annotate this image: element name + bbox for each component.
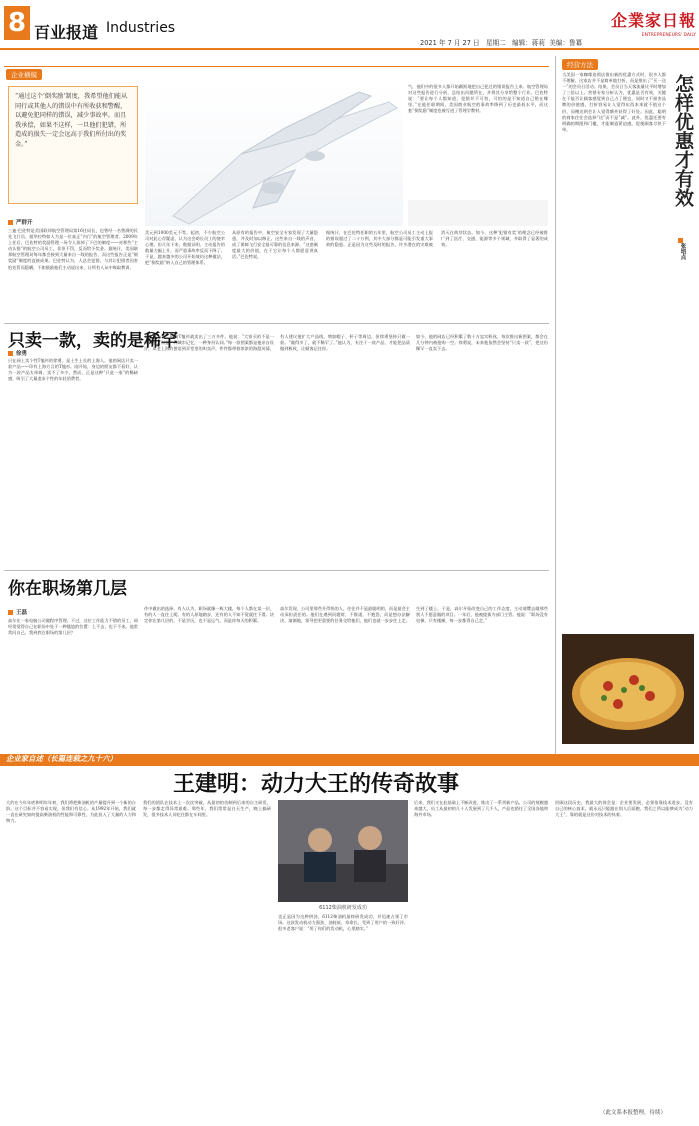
article3-col4: 生到了楼上。于是，高尔开始改变自己的工作态度，主动请缨去做那些别人不愿意做的项目。一年后，他被提拔为部门主管。他说：“职场没有电梯，只有楼梯，每一步都得自己走。” (416, 606, 548, 624)
article3-title: 你在职场第几层 (8, 579, 127, 599)
article4-col5: 回顾这段历史，我最大的体会是：企业要发展，必须依靠技术进步。没有自己的核心技术，就永远只能跟在别人后面跑。我们之所以能够成为“动力大王”，靠的就是这份对技术的执着。 (555, 800, 693, 818)
pizza-photo (562, 634, 694, 744)
article4-col3: 也正是因为这种拼劲，6112柴油机最终研发成功，并迅速占领了市场。这款发动机动力强劲、油耗低、寿命长，受到了用户的一致好评。很多老客户说：“用了你们的发动机，心里踏实。” (278, 914, 408, 932)
article2-col3: 有人建议他扩大产品线，增加帽子、杯子等周边，但徐勇坚持只做一款。“做得多了，就不稀罕了。”他认为，专注于一款产品，才能把品质做到极致，让顾客记住你。 (280, 334, 410, 352)
right-column-title: 怎样优惠才有效 (672, 74, 694, 207)
founder-photo (278, 800, 408, 902)
airplane-icon (145, 84, 403, 226)
article4-col4: 后来，我们又在此基础上不断改进，推出了一系列新产品。公司的规模越来越大，员工从最初的几十人发展到了几千人，产品也销往了全国各地和海外市场。 (414, 800, 548, 818)
paper-name-cn: 企業家日報 (610, 11, 696, 30)
article2-col2: 开店第一年，他的T恤衫就卖出了三万多件。他说：“大家买的不是一件衣服，而是一种城市记忆，一种身份认同。”每一款图案都是他亲自设计，从老上海的俚语到弄堂里的叫卖声，件件都带着浓浓的海派风情。 (144, 334, 274, 352)
page-header (0, 0, 699, 56)
section-title-en: Industries (106, 20, 176, 36)
article4-title: 王建明：动力大王的传奇故事 (173, 771, 460, 797)
paper-name-en: ENTREPRENEURS' DAILY (641, 33, 696, 38)
right-column-divider (555, 56, 556, 756)
article3-col3: 高尔发现，公司里那些升得快的人，往往并不是最聪明的，而是最会主动承担责任的。他们在遇到问题时，不推诿，不抱怨，而是想办法解决。渐渐地，领导把更重要的任务交给他们，他们也就一步步往上走。 (280, 606, 410, 624)
column-tag-right: 经营方法 (562, 59, 598, 70)
art-credit: 美编：鲁冪 (549, 39, 583, 47)
section-title-cn: 百业报道 (34, 23, 99, 42)
article1-col2: 美元到1000美元不等。起初，不少航空公司对此心存疑虑，认为这会助长员工的侥幸心理。但几年下来，数据证明，主动报告的数量大幅上升，而严重事故率反而下降了。于是，越来越多的公司开始效仿这种做法，把“倒奖励”纳入自己的管理体系。 (145, 230, 225, 266)
column-tag-left: 企业横模 (6, 69, 42, 80)
article3-rule (4, 570, 549, 571)
editor-credit: 编辑：蒋莉 (512, 39, 545, 47)
pull-quote: “通过这个‘倒奖励’制度，我希望他们能从同行或其他人的错误中有所收获和警醒，以避免犯同样的错误，减少事故率。而且我承偿，如果不这样，一旦他们犯错，所造成的损失一定会远高于我们所付出的奖金。” (8, 86, 138, 204)
article1-spacer (408, 200, 548, 226)
article3-col2: 作中做出的选择。有人认为，职场就像一栋大楼，每个人都在某一层，有的人一直往上爬，有的人原地踏步，还有的人不知不觉就往下滑。决定你在第几层的，不是学历，也不是运气，而是你每天的积累。 (144, 606, 274, 624)
article1-col1: 三迪·巴佐特是美国联邦航空管理局第16任局长，也曾经一名曾满的民先飞行员、超华拉特如人为是一位真正“内行”的航空管理者。2009年上任后，巴佐特的奖励管理一场令人惊掉了下巴的制度——对那些“主动认错”的航空公司员工，非但不罚，反而给予奖金。据统计，美国联邦航空管理局每年都会接到大量来自一线的报告，而这些报告正是“倒奖励”制度的直接成果。巴佐特认为，人总会犯错，与其让犯错者因害怕处罚而隐瞒，不如鼓励他们主动说出来，让所有人从中吸取教训。 (8, 228, 138, 270)
article2-title: 只卖一款，卖的是稀罕 (8, 331, 178, 351)
serial-band-label: 企业家自述（长篇连载之九十六） (6, 754, 117, 763)
article2-rule (4, 323, 549, 324)
article1-col3: 从原有的报告中，航空安全专家发现了大量隐患，并及时加以修正。这些来自一线的声音，成了保障飞行安全最可靠的信息来源。“这套制度最大的价值，在于它让每个人都愿意讲真话。”巴佐特说。 (232, 230, 318, 260)
right-column-text: 当美国一家咖啡连锁店推出新的优惠方式时，很多人都不理解。这家店并不是简单地打折，而是推出了“买一送一”的会员日活动。结果，会员日当天客流量比平时增加了三倍以上。营销专家分析认为，优惠是否有效，关键在于能否让顾客感觉到自己占了便宜，同时又不损害品牌的价值感。打折容易让人觉得东西本来就不值这个价，而赠送则会让人觉得额外获得了好处。因此，聪明的商家往往会选择“送”而不是“减”。此外，优惠还要有明确的期限和门槛，才能制造紧迫感，促使顾客尽快下单。 (562, 72, 666, 132)
article1-col4: 气，他们中的很多人都开始踊跃地把自己犯过的错误报告上来。航空管理局对这些报告进行分析，总结出问题所在，并将其分享给整个行业。巴佐特说：“要让每个人都知道，犯错并不可怕，可怕的是不知道自己错在哪里。”在他任职期间，美国商业航空的事故率降到了历史最低水平，而这套“倒奖励”制度也被写进了管理学教材。 (408, 84, 548, 114)
right-column-author: 张培点 (678, 238, 687, 260)
article3-author: 王磊 (8, 608, 27, 616)
issue-date: 2021 年 7 月 27 日 (420, 39, 480, 47)
issue-weekday: 星期二 (485, 39, 506, 47)
photo-caption: 6112柴油机研发成功 (319, 905, 367, 911)
article1-top-rule (4, 66, 549, 67)
article4-col2: 我们的团队在技术上一次次突破，从最初的仿制到后来的自主研发，每一步都走得异常艰难。那些年，我们常常是白天生产，晚上搞研发，很多技术人员吃住都在车间里。 (143, 800, 271, 818)
article2-col4: 如今，他的网店已经积累了数十万忠实粉丝，每次推出新图案，都会在几分钟内被抢购一空。徐勇说，未来他依然会坚持“只卖一款”，把这份稀罕一直卖下去。 (416, 334, 548, 352)
paper-logo (590, 8, 696, 44)
page-number-badge: 8 (4, 6, 30, 40)
end-note: （此文系本报整理，待续） (600, 1110, 667, 1116)
article2-col1: 只在网上卖个性T恤衫的徐勇，是土生土长的上海人。他的网店只卖一款产品——印有上海方言的T恤衫。刚开始，身边的朋友都不看好，认为一款产品太单调，卖不了多少。然而，正是这种“只此一家”的稀缺感，吸引了大量追求个性的年轻消费者。 (8, 358, 138, 382)
pizza-icon (562, 634, 694, 744)
article1-author: 严群开 (8, 218, 33, 226)
article4-col1: 大约在今年年底和明年年初，我们将把柴油机的产量提升到一个新的台阶。这个目标并不容易实现，但我们有信心。从1992年开始，我们就一直在研究如何提高柴油机的性能和可靠性，为此投入了大量的人力和物力。 (6, 800, 136, 824)
airplane-photo (145, 84, 403, 226)
article1-col5: 据统计，在巴佐特任职的五年里，航空公司员工主动上报的错误超过了二十万例，其中大部分都是可能引发重大事故的隐患。正是因为这些及时的报告，许多潜在的灾难被消灭在萌芽状态。如今，这种‘犯错有奖’的理念已经被推广到了医疗、交通、能源等多个领域，并取得了显著的成效。 (326, 230, 548, 248)
issue-meta (420, 37, 582, 47)
people-icon (278, 800, 408, 902)
article3-col1: 高尔在一家电脑公司做程序管理。不过，这位工作能力不错的员工，却经常觉得自己在职场中处于一种尴尬的位置：上不去，也下不来。他常常问自己，我到底在职场的第几层？ (8, 618, 138, 636)
article2-author: 徐勇 (8, 349, 27, 357)
header-rule (0, 48, 699, 50)
